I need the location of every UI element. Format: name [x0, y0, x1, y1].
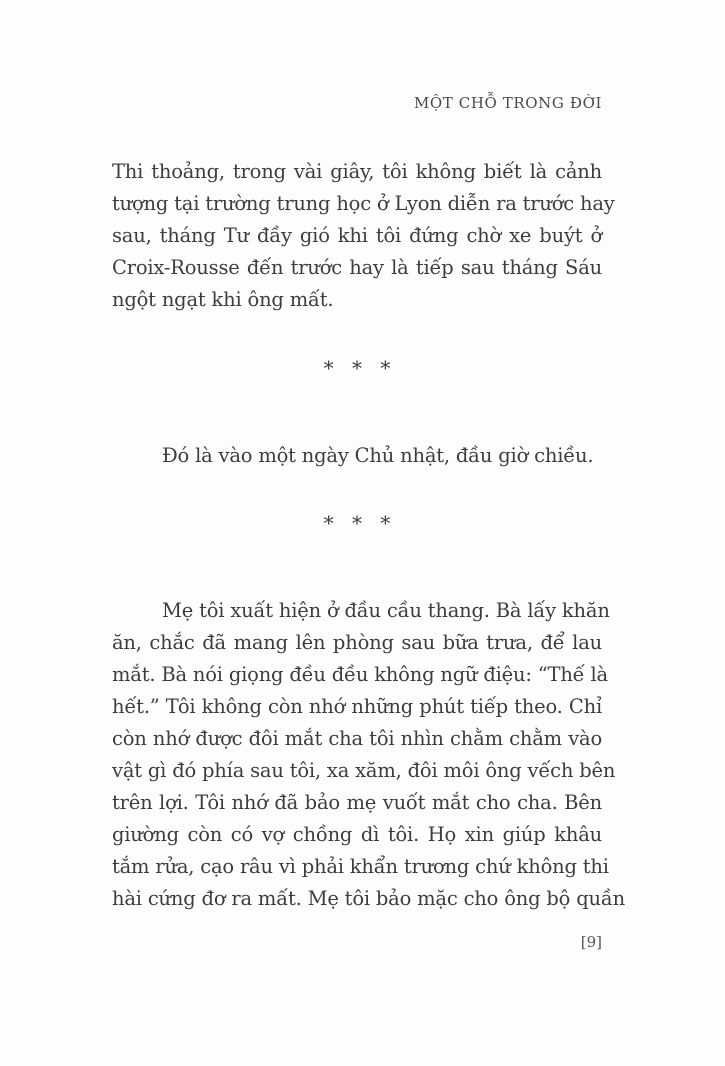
section-separator: * * * — [323, 511, 391, 535]
text-line: hài cứng đơ ra mất. Mẹ tôi bảo mặc cho ông bộ quần — [112, 887, 625, 910]
text-line: ngột ngạt khi ông mất. — [112, 288, 334, 311]
text-line: sau, tháng Tư đầy gió khi tôi đứng chờ xe buýt ở — [112, 224, 602, 247]
text-line: Thi thoảng, trong vài giây, tôi không biết là cảnh — [112, 160, 602, 183]
text-line: giường còn có vợ chồng dì tôi. Họ xin giúp khâu — [112, 823, 602, 846]
text-line: hết.” Tôi không còn nhớ những phút tiếp theo. Chỉ — [112, 695, 602, 718]
text-line: Croix-Rousse đến trước hay là tiếp sau tháng Sáu — [112, 256, 602, 279]
text-line: mắt. Bà nói giọng đều đều không ngữ điệu: “Thế là — [112, 663, 608, 686]
paragraph-2 — [112, 440, 602, 472]
text-line: tượng tại trường trung học ở Lyon diễn ra trước hay — [112, 192, 615, 215]
paragraph-1 — [112, 156, 615, 316]
section-separator: * * * — [323, 356, 391, 380]
paragraph-3 — [112, 595, 625, 915]
text-line: trên lợi. Tôi nhớ đã bảo mẹ vuốt mắt cho cha. Bên — [112, 791, 602, 814]
text-line: Mẹ tôi xuất hiện ở đầu cầu thang. Bà lấy khăn — [162, 599, 610, 622]
text-line: còn nhớ được đôi mắt cha tôi nhìn chằm chằm vào — [112, 727, 602, 750]
text-line: vật gì đó phía sau tôi, xa xăm, đôi môi ông vếch bên — [112, 759, 616, 782]
text-line: tắm rửa, cạo râu vì phải khẩn trương chứ không thi — [112, 855, 609, 878]
text-line: Đó là vào một ngày Chủ nhật, đầu giờ chiều. — [162, 444, 594, 467]
page-number: [9] — [580, 933, 602, 951]
text-line: ăn, chắc đã mang lên phòng sau bữa trưa, để lau — [112, 631, 602, 654]
running-header: MỘT CHỖ TRONG ĐỜI — [413, 94, 602, 112]
